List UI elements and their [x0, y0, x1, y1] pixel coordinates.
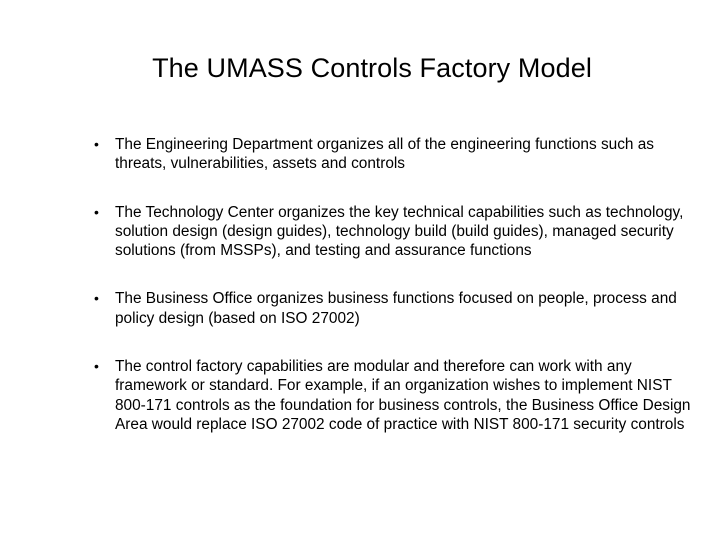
- bullet-text: The Business Office organizes business functions focused on people, process and policy design (based on ISO 27002): [115, 290, 677, 327]
- bullet-dot-icon: •: [94, 136, 99, 152]
- bullet-item-technology-center: [94, 203, 694, 261]
- bullet-dot-icon: •: [94, 290, 99, 307]
- bullet-text: The control factory capabilities are modular and therefore can work with any framework or standard. For example, if an organization wishes to implement NIST 800-171 controls as the foundation for business controls, the Business Office Design Area would replace ISO 27002 code of practice with NIST 800-171 security controls: [115, 358, 691, 433]
- bullet-item-engineering: [94, 135, 694, 174]
- bullet-dot-icon: •: [94, 203, 99, 220]
- bullet-item-business-office: [94, 289, 694, 328]
- bullet-text: The Engineering Department organizes all of the engineering functions such as threats, vulnerabilities, assets and controls: [115, 136, 655, 173]
- bullet-list: [94, 135, 694, 434]
- bullet-dot-icon: •: [94, 358, 99, 375]
- slide-title: The UMASS Controls Factory Model: [152, 53, 592, 83]
- bullet-text: The Technology Center organizes the key technical capabilities such as technology, solution design (design guides), technology build (build guides), managed security solutions (from MSSPs), and testing and assurance functions: [115, 203, 684, 260]
- bullet-item-modular-capabilities: [94, 357, 694, 434]
